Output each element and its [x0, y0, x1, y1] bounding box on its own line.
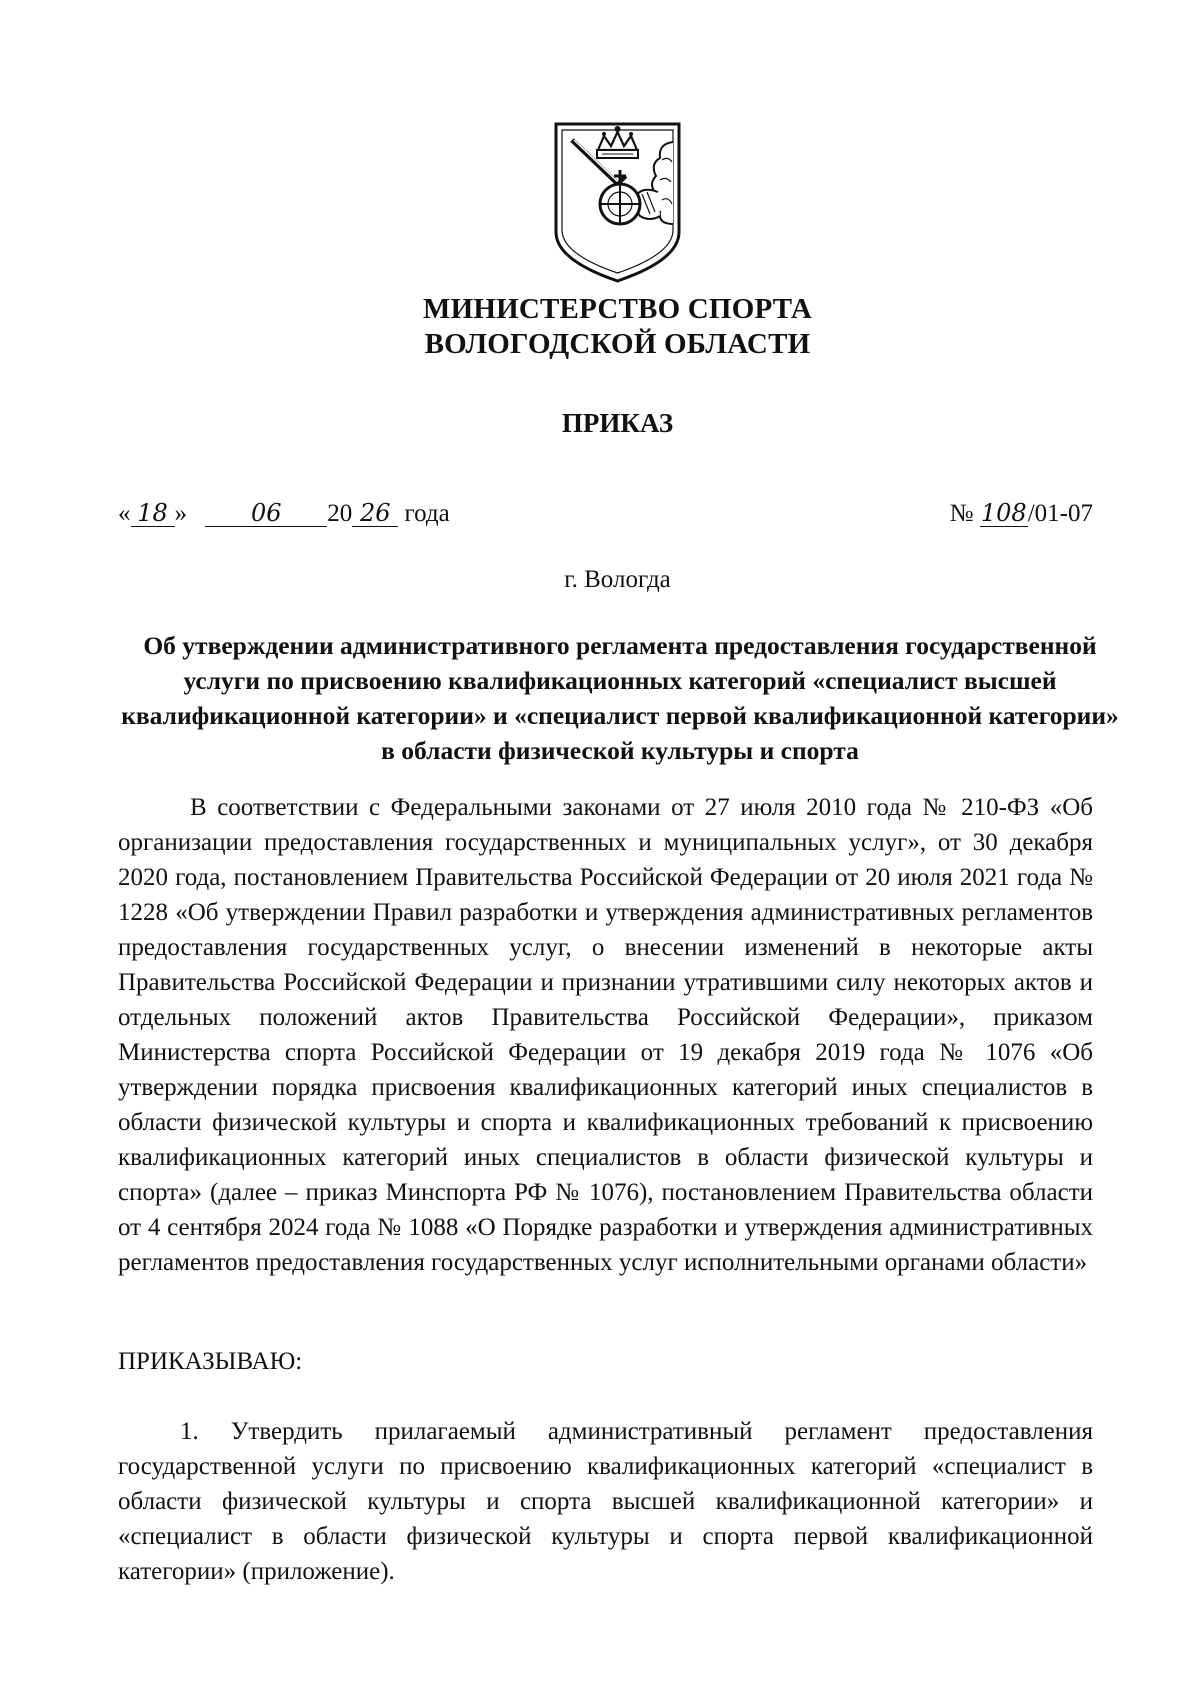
- ministry-line-2: ВОЛОГОДСКОЙ ОБЛАСТИ: [424, 328, 811, 360]
- date-open-quote: «: [118, 500, 131, 527]
- number-suffix: /01-07: [1027, 500, 1093, 527]
- date-number-line: [118, 500, 1093, 540]
- date-year-prefix: 20: [327, 500, 353, 527]
- item-1-paragraph: 1. Утвердить прилагаемый административный регламент предоставления государственной услуги по присвоению квалификационных категорий «специалист в области физической культуры и спорта высшей квалификационной категории» и «специалист в области физической культуры и спорта первой квалификационной категории» (приложение).: [118, 1418, 1093, 1585]
- document-date: [118, 500, 450, 528]
- preamble-paragraph: В соответствии с Федеральными законами от 27 июля 2010 года № 210-ФЗ «Об организации предоставления государственных и муниципальных услуг», от 30 декабря 2020 года, постановлением Правительства Российской Федерации от 20 июля 2021 года № 1228 «Об утверждении Правил разработки и утверждения административных регламентов предоставления государственных услуг, о внесении изменений в некоторые акты Правительства Российской Федерации и признании утратившими силу некоторых актов и отдельных положений актов Правительства Российской Федерации», приказом Министерства спорта Российской Федерации от 19 декабря 2019 года № 1076 «Об утверждении порядка присвоения квалификационных категорий иных специалистов в области физической культуры и спорта и квалификационных требований к присвоению квалификационных категорий иных специалистов в области физической культуры и спорта» (далее – приказ Минспорта РФ № 1076), постановлением Правительства области от 4 сентября 2024 года № 1088 «О Порядке разработки и утверждения административных регламентов предоставления государственных услуг исполнительными органами области»: [118, 794, 1093, 1276]
- number-prefix: №: [949, 500, 974, 527]
- date-close-quote: »: [174, 500, 187, 527]
- date-month-handwritten: 06: [205, 500, 327, 527]
- command-word: ПРИКАЗЫВАЮ:: [118, 1348, 303, 1375]
- document-title: Об утверждении административного регламента предоставления государственной услуги по присвоению квалификационных категорий «специалист высшей квалификационной категории» и «специалист первой квалификационной категории» в области физической культуры и спорта: [121, 631, 1119, 765]
- number-handwritten: 108: [980, 499, 1027, 527]
- date-day-handwritten: 18: [131, 500, 175, 527]
- vologda-coat-of-arms-icon: [550, 120, 685, 285]
- date-year-handwritten: 26: [352, 500, 398, 527]
- city: г. Вологда: [564, 566, 671, 593]
- ministry-line-1: МИНИСТЕРСТВО СПОРТА: [423, 293, 812, 325]
- document-type: ПРИКАЗ: [561, 408, 674, 438]
- date-year-word: года: [404, 500, 450, 527]
- ministry-name: [0, 292, 1200, 362]
- document-number: [950, 500, 1093, 528]
